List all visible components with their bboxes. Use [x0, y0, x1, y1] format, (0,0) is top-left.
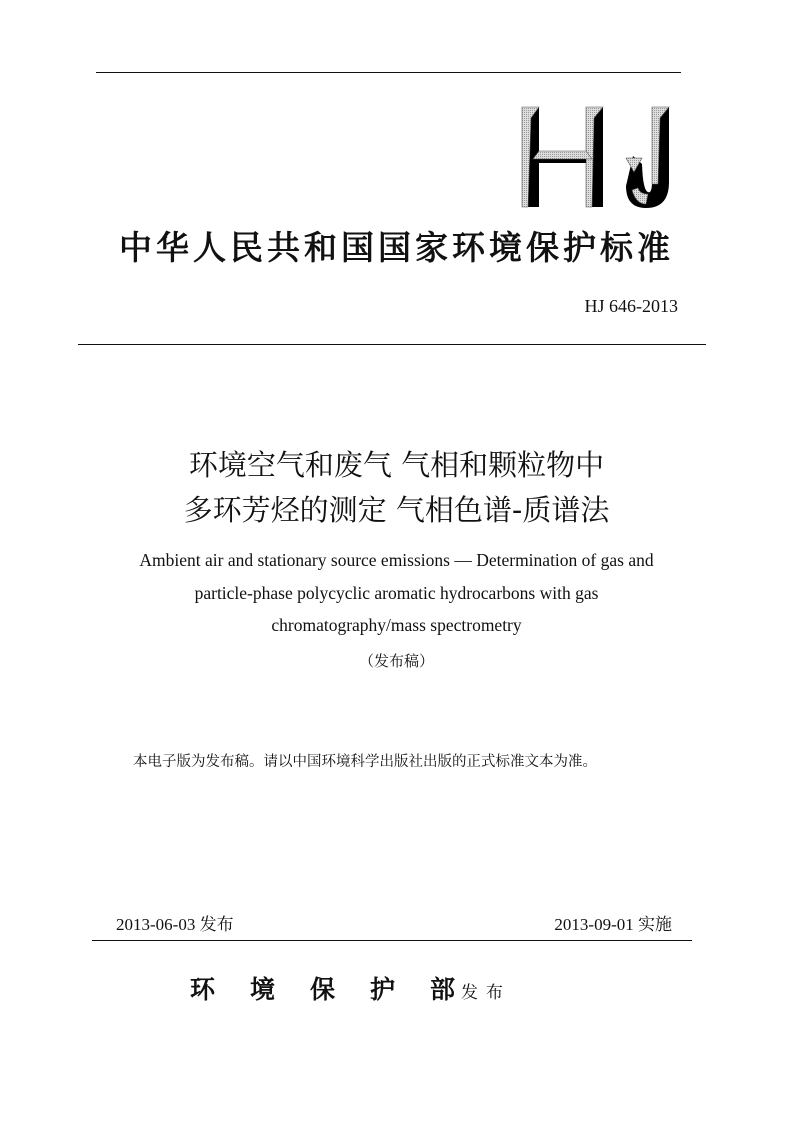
english-title-line-1: Ambient air and stationary source emissions — Determination of gas and [139, 550, 654, 570]
top-rule [96, 72, 681, 73]
header-rule [78, 344, 706, 345]
issuer-char: 境 [250, 975, 278, 1004]
hj-logo [518, 104, 680, 212]
footer-rule [92, 940, 692, 941]
standard-category-title: 中华人民共和国国家环境保护标准 [119, 228, 674, 267]
issuing-authority [190, 970, 511, 1006]
standard-number: HJ 646-2013 [584, 296, 678, 316]
chinese-title-line-2: 多环芳烃的测定 气相色谱-质谱法 [183, 493, 610, 527]
issuer-char: 保 [310, 975, 338, 1004]
electronic-version-note: 本电子版为发布稿。请以中国环境科学出版社出版的正式标准文本为准。 [133, 754, 597, 770]
effective-date: 2013-09-01 实施 [554, 915, 672, 934]
draft-label: （发布稿） [358, 654, 434, 670]
issuer-suffix: 发布 [461, 983, 512, 1003]
issuer-char: 护 [370, 975, 398, 1004]
issuer-char: 部 [430, 975, 458, 1004]
issue-date: 2013-06-03 发布 [116, 915, 234, 934]
chinese-title-line-1: 环境空气和废气 气相和颗粒物中 [188, 448, 605, 482]
english-title-line-3: chromatography/mass spectrometry [271, 615, 522, 635]
english-title-line-2: particle-phase polycyclic aromatic hydrocarbons with gas [194, 583, 599, 603]
issuer-char: 环 [190, 975, 218, 1004]
